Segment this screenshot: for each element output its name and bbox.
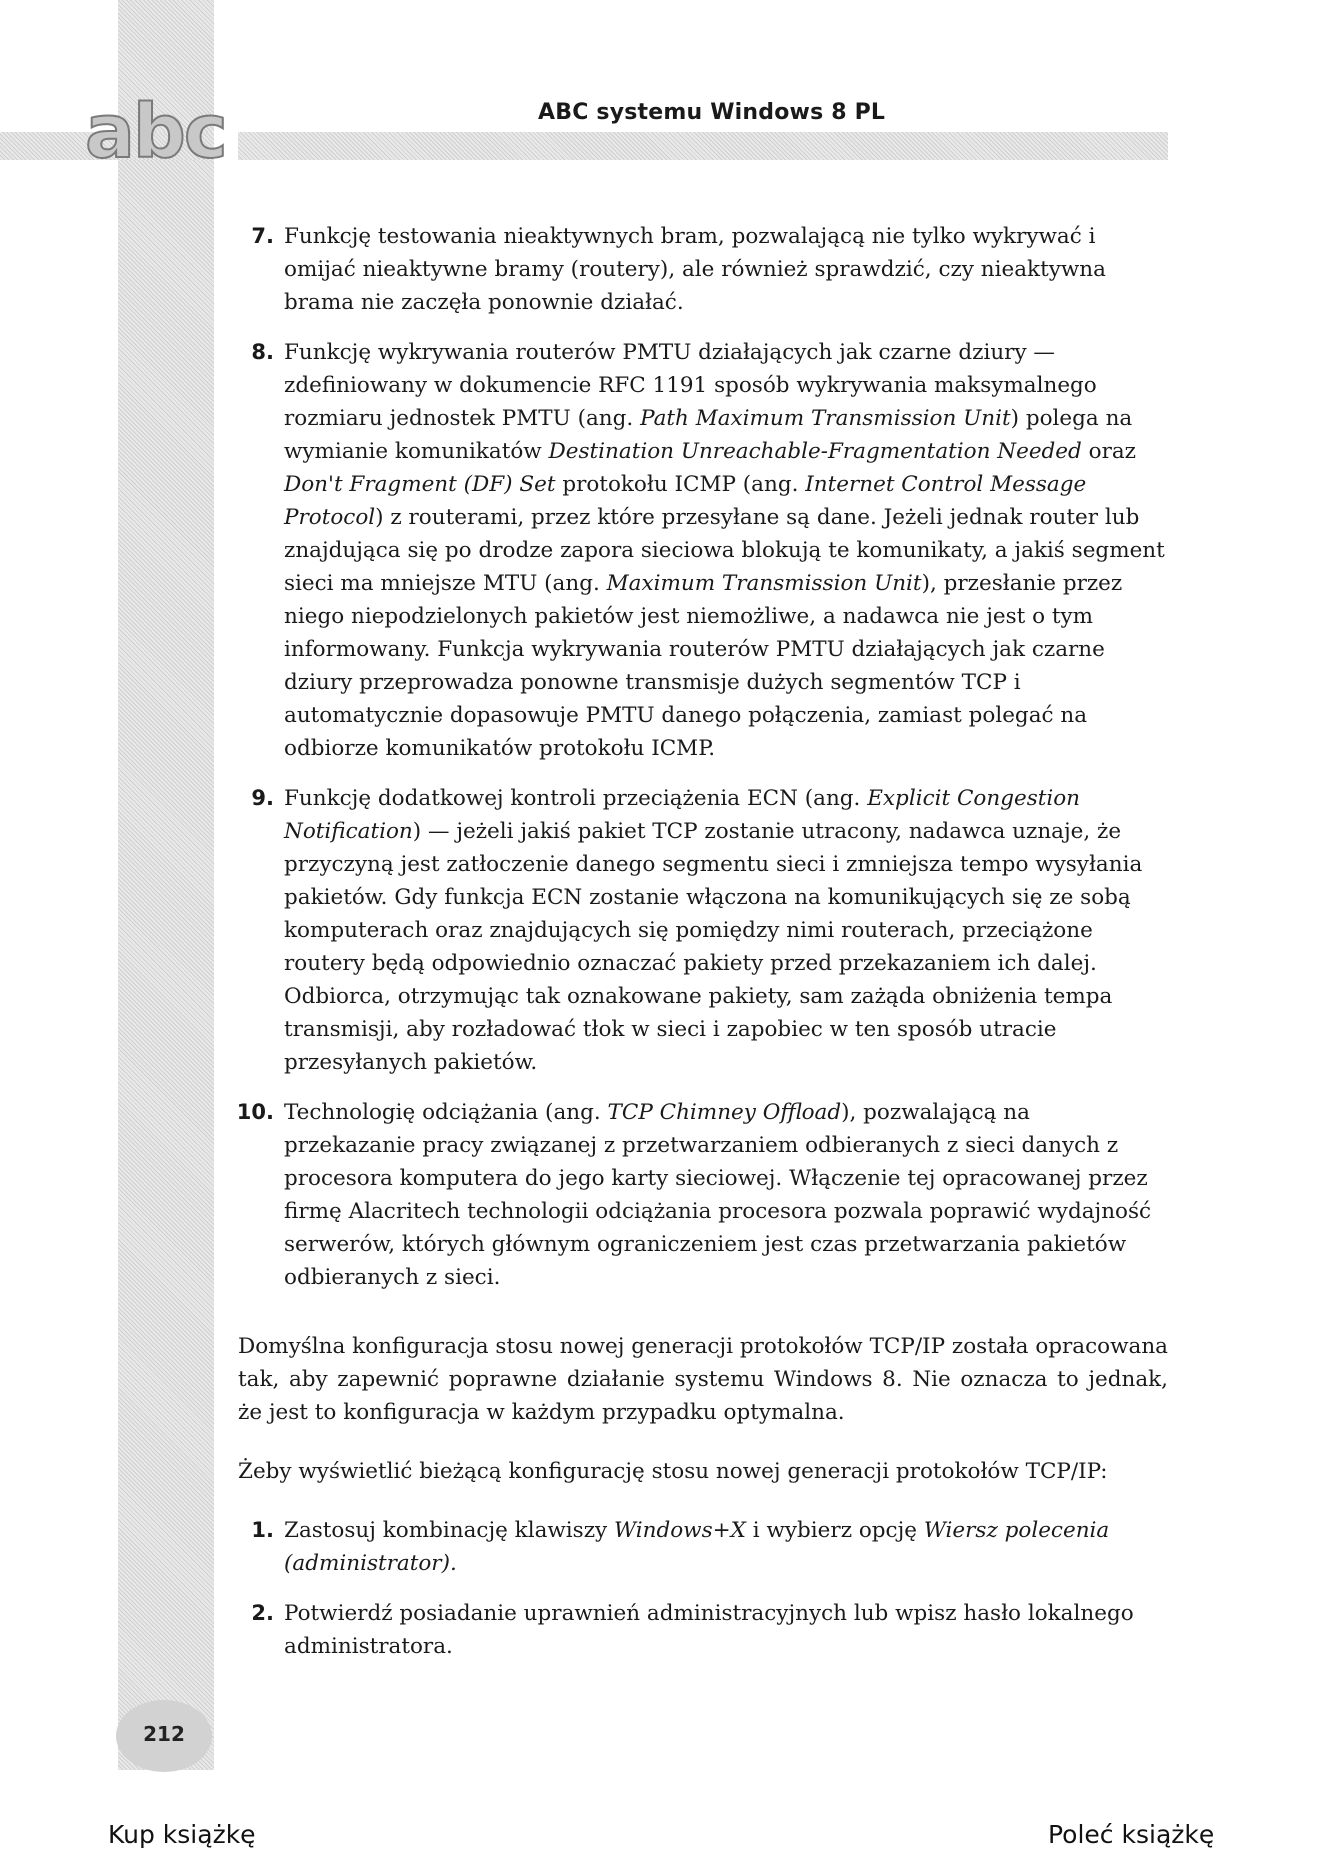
list-item-text [284,1100,1151,1290]
side-decoration-column [118,0,214,1770]
text-run: ), przesłanie przez niego niepodzielonych pakietów jest niemożliwe, a nadawca nie jest o tym informowany. Funkcja wykrywania routerów PMTU działających jak czarne dziury przeprowadza ponowne transmisje dużych segmentów TCP i automatycznie dopasowuje PMTU danego połączenia, zamiast polegać na odbiorze komunikatów protokołu ICMP. [284,571,1123,761]
list-item-text [284,786,1142,1075]
text-run: Funkcję wykrywania routerów PMTU działających jak czarne dziury — zdefiniowany w dokumencie RFC 1191 sposób wykrywania maksymalnego rozmiaru jednostek PMTU (ang. [284,340,1097,431]
italic-term: Windows+X [614,1518,746,1543]
list-item [238,1096,1168,1294]
list-item [238,220,1168,319]
text-run: oraz [1081,439,1136,464]
italic-term: Path Maximum Transmission Unit [640,406,1011,431]
paragraph-show-config: Żeby wyświetlić bieżącą konfigurację stosu nowej generacji protokołów TCP/IP: [238,1459,1108,1484]
list-item [238,336,1168,765]
feature-list [238,220,1168,1294]
italic-term: TCP Chimney Offload [607,1100,842,1125]
list-item-text [284,340,1165,761]
text-run: ) z routerami, przez które przesyłane są dane. Jeżeli jednak router lub znajdująca się po drodze zapora sieciowa blokują te komunikaty, a jakiś segment sieci ma mniejsze MTU (ang. [284,505,1165,596]
list-item-number: 7. [251,224,274,248]
text-run: Funkcję testowania nieaktywnych bram, pozwalającą nie tylko wykrywać i omijać nieaktywne bramy (routery), ale również sprawdzić, czy nieaktywna brama nie zaczęła ponownie działać. [284,224,1106,315]
text-run: ) polega na wymianie komunikatów [284,406,1133,464]
text-run: ), pozwalającą na przekazanie pracy związanej z przetwarzaniem odbieranych z sieci danych z procesora komputera do jego karty sieciowej. Włączenie tej opracowanej przez firmę Alacritech technologii odciążania procesora pozwala poprawić wydajność serwerów, których głównym ograniczeniem jest czas przetwarzania pakietów odbieranych z sieci. [284,1100,1152,1290]
italic-term: Destination Unreachable-Fragmentation Needed [548,439,1082,464]
text-run: protokołu ICMP (ang. [555,472,806,497]
list-item-number: 8. [251,340,274,364]
text-run: Funkcję dodatkowej kontroli przeciążenia ECN (ang. [284,786,868,811]
list-item [238,782,1168,1079]
abc-logo: abc [85,89,226,175]
list-item-text [284,1518,1109,1576]
italic-term: Explicit Congestion Notification [284,786,1081,844]
italic-term: Maximum Transmission Unit [606,571,922,596]
page-number: 212 [143,1722,185,1746]
list-item [238,1514,1168,1580]
text-run: Potwierdź posiadanie uprawnień administracyjnych lub wpisz hasło lokalnego administratora. [284,1601,1134,1659]
italic-term: Wiersz polecenia (administrator). [284,1518,1110,1576]
text-run: ) — jeżeli jakiś pakiet TCP zostanie utracony, nadawca uznaje, że przyczyną jest zatłoczenie danego segmentu sieci i zmniejsza tempo wysyłania pakietów. Gdy funkcja ECN zostanie włączona na komunikujących się ze sobą komputerach oraz znajdujących się pomiędzy nimi routerach, przeciążone routery będą odpowiednio oznaczać pakiety przed przekazaniem ich dalej. Odbiorca, otrzymując tak oznakowane pakiety, sam zażąda obniżenia tempa transmisji, aby rozładować tłok w sieci i zapobiec w ten sposób utracie przesyłanych pakietów. [284,819,1143,1075]
buy-book-link[interactable]: Kup książkę [108,1820,256,1849]
page-content [238,220,1168,1680]
text-run: i wybierz opcję [745,1518,924,1543]
paragraph-default-config: Domyślna konfiguracja stosu nowej generacji protokołów TCP/IP została opracowana tak, aby zapewnić poprawne działanie systemu Windows 8. Nie oznacza to jednak, że jest to konfiguracja w każdym przypadku optymalna. [238,1334,1168,1425]
italic-term: Don't Fragment (DF) Set [284,472,556,497]
running-head: ABC systemu Windows 8 PL [538,100,886,125]
steps-list [238,1514,1168,1663]
list-item-number: 10. [236,1100,274,1124]
text-run: Zastosuj kombinację klawiszy [284,1518,615,1543]
list-item-text [284,1601,1134,1659]
recommend-book-link[interactable]: Poleć książkę [1048,1820,1215,1849]
list-item [238,1597,1168,1663]
text-run: Technologię odciążania (ang. [284,1100,608,1125]
italic-term: Internet Control Message Protocol [284,472,1087,530]
list-item-number: 1. [251,1518,274,1542]
list-item-number: 2. [251,1601,274,1625]
list-item-text [284,224,1106,315]
list-item-number: 9. [251,786,274,810]
